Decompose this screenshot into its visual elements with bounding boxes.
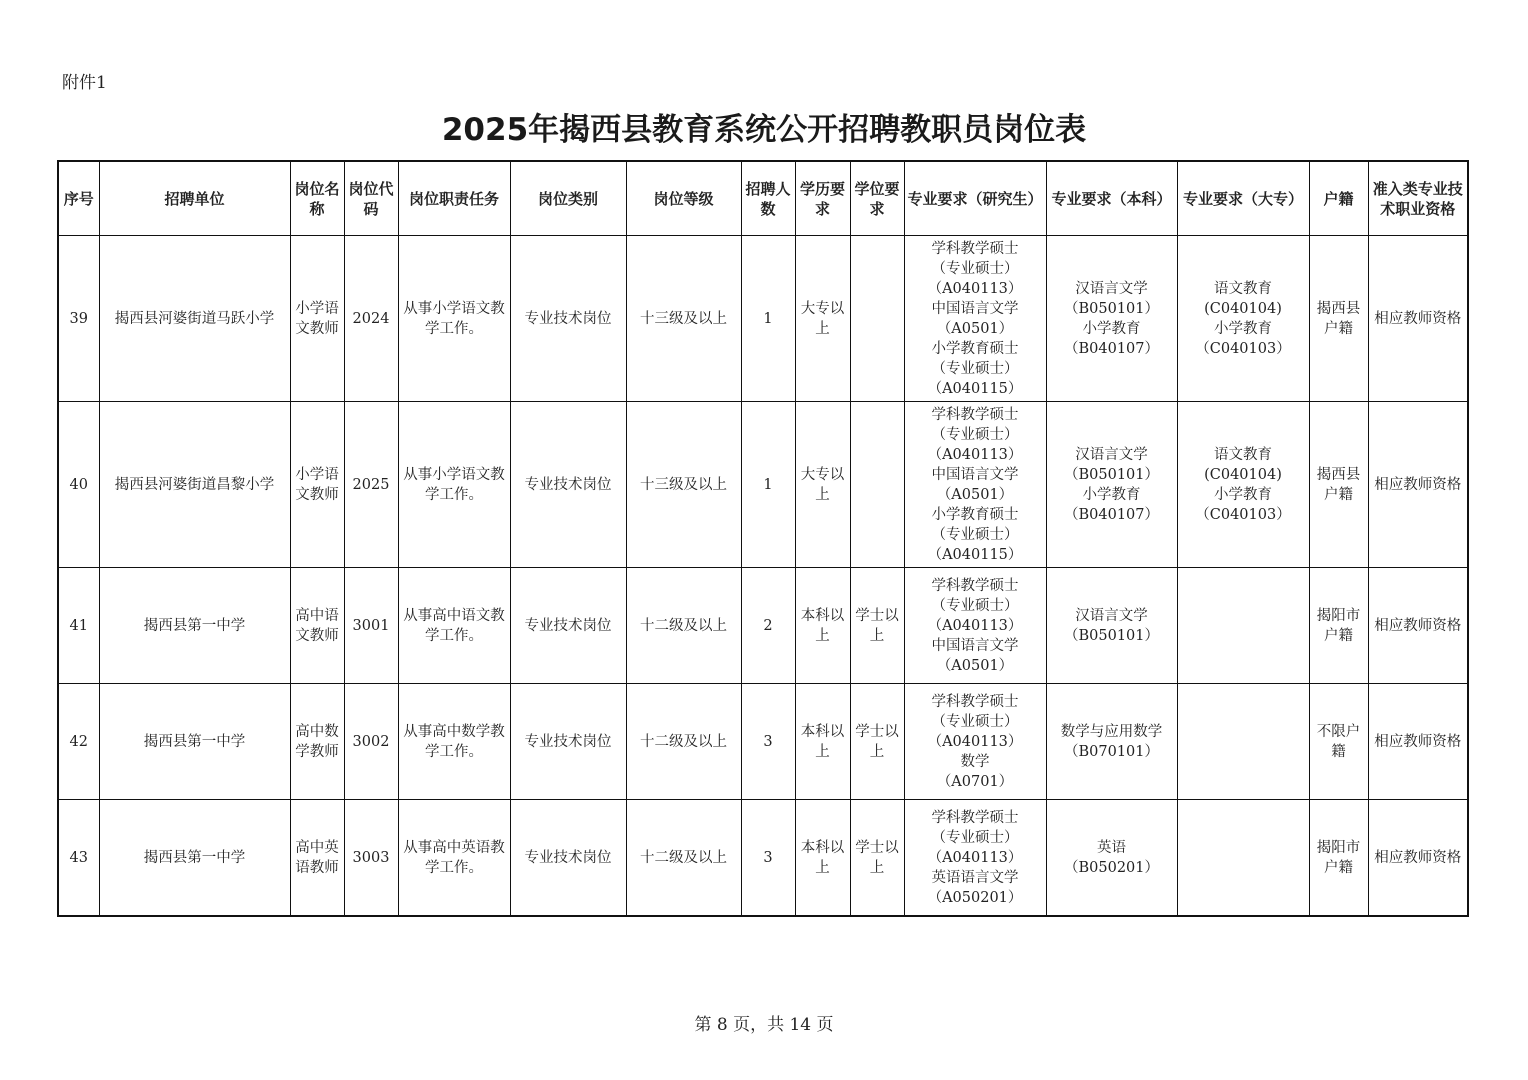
cell-degree [850, 236, 904, 402]
major-line: （专业硕士） [931, 426, 1019, 443]
major-line: （B050101） [1063, 466, 1159, 483]
cell-post-code: 2024 [344, 236, 398, 402]
cell-education: 本科以上 [795, 800, 850, 917]
header-count: 招聘人数 [741, 161, 795, 236]
attachment-label: 附件1 [62, 73, 107, 93]
major-line: 中国语言文学 [931, 637, 1019, 654]
major-line: （B050201） [1063, 859, 1159, 876]
cell-hukou: 揭西县户籍 [1309, 236, 1368, 402]
major-line: 中国语言文学 [931, 300, 1019, 317]
cell-count: 3 [741, 684, 795, 800]
cell-seq: 42 [58, 684, 99, 800]
cell-hukou: 不限户籍 [1309, 684, 1368, 800]
cell-category: 专业技术岗位 [510, 568, 626, 684]
major-line: （A0501） [936, 657, 1014, 674]
cell-major-college [1177, 684, 1309, 800]
cell-grade: 十二级及以上 [626, 800, 741, 917]
major-line: 学科教学硕士 [931, 693, 1019, 710]
cell-post-code: 3001 [344, 568, 398, 684]
cell-post-code: 2025 [344, 402, 398, 568]
major-line: 英语语言文学 [931, 869, 1019, 886]
cell-major-bachelor [1046, 684, 1177, 800]
cell-post-name: 小学语文教师 [290, 236, 344, 402]
major-line: 汉语言文学 [1075, 446, 1148, 463]
cell-post-name: 高中语文教师 [290, 568, 344, 684]
cell-unit: 揭西县第一中学 [99, 800, 290, 917]
major-line: （A040115） [927, 546, 1023, 563]
major-line: （A040113） [927, 446, 1023, 463]
major-line: 语文教育 [1214, 280, 1272, 297]
cell-major-bachelor [1046, 800, 1177, 917]
cell-education: 大专以上 [795, 402, 850, 568]
header-qualification: 准入类专业技术职业资格 [1368, 161, 1468, 236]
cell-unit: 揭西县河婆街道马跃小学 [99, 236, 290, 402]
major-line: 汉语言文学 [1075, 607, 1148, 624]
major-line: 学科教学硕士 [931, 809, 1019, 826]
major-line: （专业硕士） [931, 829, 1019, 846]
cell-post-name: 小学语文教师 [290, 402, 344, 568]
header-unit: 招聘单位 [99, 161, 290, 236]
major-line: （专业硕士） [931, 597, 1019, 614]
cell-education: 本科以上 [795, 684, 850, 800]
page-footer: 第 8 页，共 14 页 [694, 1015, 834, 1035]
table-row [58, 402, 1468, 568]
header-major-bachelor: 专业要求（本科） [1046, 161, 1177, 236]
cell-education: 大专以上 [795, 236, 850, 402]
header-major-college: 专业要求（大专） [1177, 161, 1309, 236]
major-line: （A040113） [927, 280, 1023, 297]
major-line: 语文教育 [1214, 446, 1272, 463]
cell-seq: 39 [58, 236, 99, 402]
cell-major-college [1177, 800, 1309, 917]
major-line: 小学教育 [1082, 320, 1141, 337]
major-line: （专业硕士） [931, 360, 1019, 377]
major-line: （专业硕士） [931, 526, 1019, 543]
cell-seq: 40 [58, 402, 99, 568]
header-hukou: 户籍 [1309, 161, 1368, 236]
cell-hukou: 揭西县户籍 [1309, 402, 1368, 568]
major-line: （A040115） [927, 380, 1023, 397]
major-line: 小学教育 [1214, 486, 1272, 503]
cell-qualification: 相应教师资格 [1368, 800, 1468, 917]
major-line: 汉语言文学 [1075, 280, 1148, 297]
major-line: （B050101） [1063, 300, 1159, 317]
major-line: （A040113） [927, 733, 1023, 750]
header-major-grad: 专业要求（研究生） [904, 161, 1046, 236]
cell-degree: 学士以上 [850, 568, 904, 684]
cell-unit: 揭西县第一中学 [99, 568, 290, 684]
cell-category: 专业技术岗位 [510, 684, 626, 800]
header-degree: 学位要求 [850, 161, 904, 236]
cell-post-code: 3003 [344, 800, 398, 917]
major-line: （A040113） [927, 617, 1023, 634]
cell-major-grad [904, 236, 1046, 402]
cell-major-bachelor [1046, 402, 1177, 568]
cell-qualification: 相应教师资格 [1368, 568, 1468, 684]
table-header-row [58, 161, 1468, 236]
major-line: （A040113） [927, 849, 1023, 866]
cell-post-code: 3002 [344, 684, 398, 800]
cell-count: 1 [741, 402, 795, 568]
major-line: （B040107） [1063, 340, 1159, 357]
cell-major-college [1177, 568, 1309, 684]
cell-duties: 从事小学语文教学工作。 [398, 236, 510, 402]
major-line: 数学与应用数学 [1060, 723, 1163, 740]
major-line: 学科教学硕士 [931, 577, 1019, 594]
header-post-name: 岗位名称 [290, 161, 344, 236]
cell-degree: 学士以上 [850, 684, 904, 800]
cell-qualification: 相应教师资格 [1368, 402, 1468, 568]
cell-category: 专业技术岗位 [510, 402, 626, 568]
major-line: （A0701） [936, 773, 1014, 790]
document-title: 2025年揭西县教育系统公开招聘教职员岗位表 [441, 112, 1087, 148]
major-line: 学科教学硕士 [931, 240, 1019, 257]
cell-major-grad [904, 800, 1046, 917]
major-line: （专业硕士） [931, 260, 1019, 277]
major-line: 小学教育 [1082, 486, 1141, 503]
table-row [58, 684, 1468, 800]
cell-duties: 从事高中语文教学工作。 [398, 568, 510, 684]
cell-category: 专业技术岗位 [510, 800, 626, 917]
major-line: 英语 [1097, 839, 1126, 856]
cell-grade: 十三级及以上 [626, 402, 741, 568]
major-line: （专业硕士） [931, 713, 1019, 730]
major-line: 数学 [960, 753, 990, 770]
cell-unit: 揭西县河婆街道昌黎小学 [99, 402, 290, 568]
major-line: （B040107） [1063, 506, 1159, 523]
cell-major-bachelor [1046, 568, 1177, 684]
cell-hukou: 揭阳市户籍 [1309, 568, 1368, 684]
cell-qualification: 相应教师资格 [1368, 236, 1468, 402]
cell-major-grad [904, 568, 1046, 684]
cell-major-college [1177, 236, 1309, 402]
table-row [58, 568, 1468, 684]
cell-grade: 十三级及以上 [626, 236, 741, 402]
cell-qualification: 相应教师资格 [1368, 684, 1468, 800]
major-line: 小学教育硕士 [931, 340, 1019, 357]
cell-duties: 从事小学语文教学工作。 [398, 402, 510, 568]
major-line: （B070101） [1063, 743, 1159, 760]
major-line: （B050101） [1063, 627, 1159, 644]
cell-count: 2 [741, 568, 795, 684]
major-line: （C040103） [1195, 340, 1291, 357]
major-line: （A0501） [936, 320, 1014, 337]
cell-grade: 十二级及以上 [626, 568, 741, 684]
cell-major-bachelor [1046, 236, 1177, 402]
header-grade: 岗位等级 [626, 161, 741, 236]
table-row [58, 236, 1468, 402]
cell-degree: 学士以上 [850, 800, 904, 917]
header-category: 岗位类别 [510, 161, 626, 236]
cell-education: 本科以上 [795, 568, 850, 684]
cell-count: 3 [741, 800, 795, 917]
header-post-code: 岗位代码 [344, 161, 398, 236]
table-row [58, 800, 1468, 917]
cell-category: 专业技术岗位 [510, 236, 626, 402]
cell-post-name: 高中数学教师 [290, 684, 344, 800]
cell-major-college [1177, 402, 1309, 568]
cell-seq: 43 [58, 800, 99, 917]
major-line: 中国语言文学 [931, 466, 1019, 483]
header-education: 学历要求 [795, 161, 850, 236]
major-line: (C040104) [1204, 466, 1282, 483]
cell-major-grad [904, 402, 1046, 568]
major-line: 学科教学硕士 [931, 406, 1019, 423]
table-body [58, 236, 1468, 917]
major-line: (C040104) [1204, 300, 1282, 317]
cell-hukou: 揭阳市户籍 [1309, 800, 1368, 917]
cell-seq: 41 [58, 568, 99, 684]
header-seq: 序号 [58, 161, 99, 236]
cell-degree [850, 402, 904, 568]
major-line: （A050201） [927, 889, 1023, 906]
cell-major-grad [904, 684, 1046, 800]
cell-unit: 揭西县第一中学 [99, 684, 290, 800]
major-line: （C040103） [1195, 506, 1291, 523]
major-line: （A0501） [936, 486, 1014, 503]
cell-count: 1 [741, 236, 795, 402]
cell-duties: 从事高中数学教学工作。 [398, 684, 510, 800]
major-line: 小学教育硕士 [931, 506, 1019, 523]
major-line: 小学教育 [1214, 320, 1272, 337]
header-duties: 岗位职责任务 [398, 161, 510, 236]
cell-grade: 十二级及以上 [626, 684, 741, 800]
cell-duties: 从事高中英语教学工作。 [398, 800, 510, 917]
recruitment-table [57, 160, 1469, 917]
cell-post-name: 高中英语教师 [290, 800, 344, 917]
